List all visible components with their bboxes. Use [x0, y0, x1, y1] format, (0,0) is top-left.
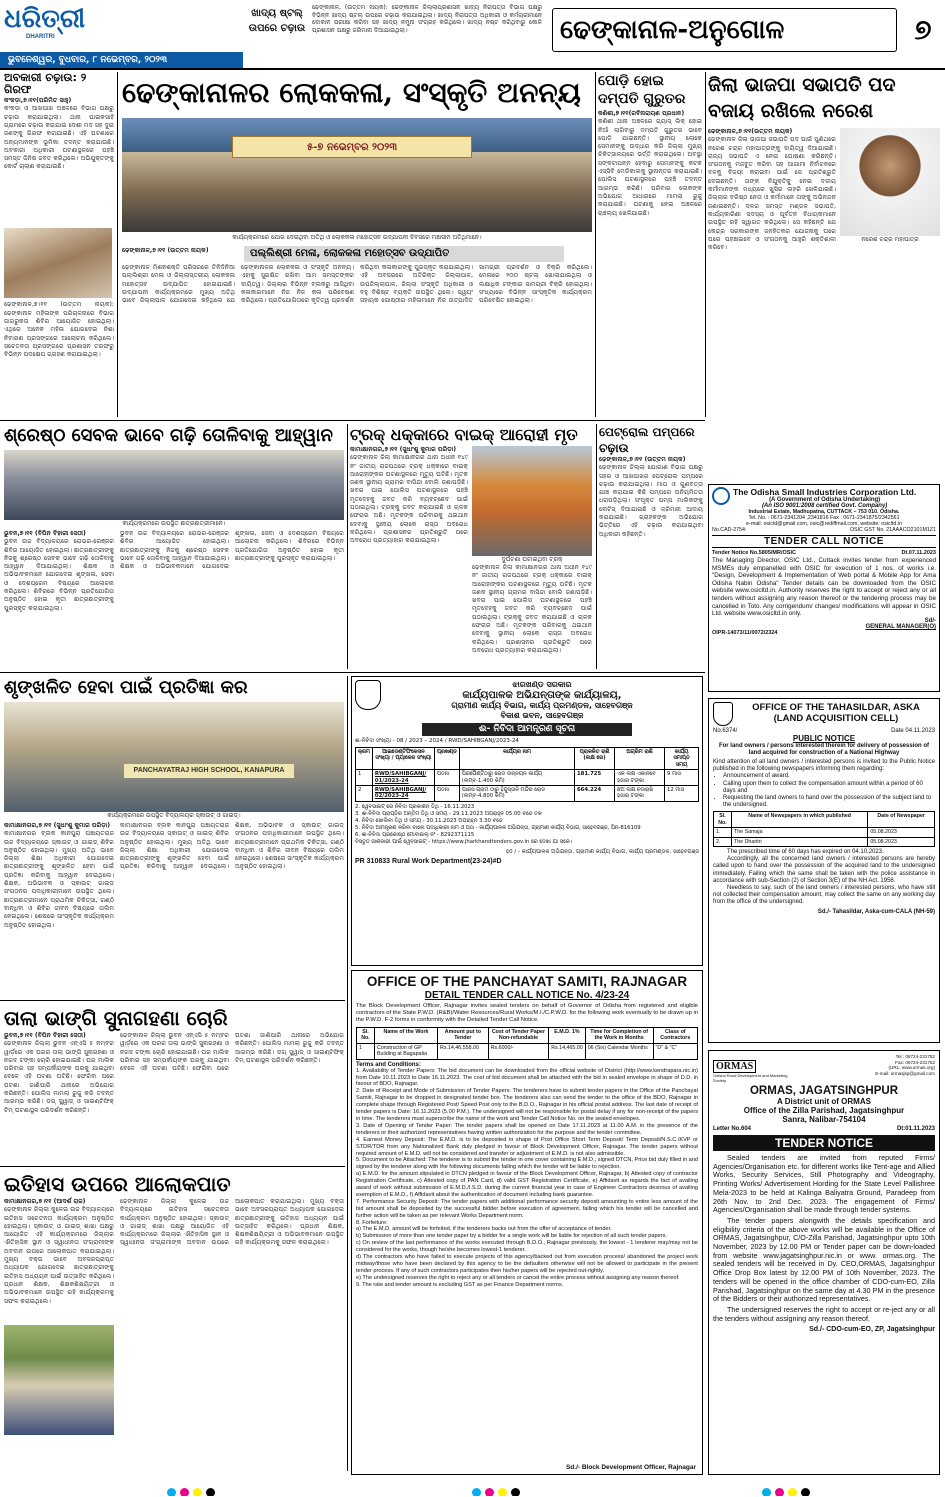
seized-liquor-photo	[4, 228, 112, 298]
ad-title: OFFICE OF THE PANCHAYAT SAMITI, RAJNAGAR	[366, 974, 688, 989]
ad-line2: କାର୍ଯ୍ୟପାଳକ ଅଭିଯନ୍ତାଙ୍କ କାର୍ଯ୍ୟାଳୟ,	[462, 690, 622, 701]
lead-subhead: ପଲ୍ଲିଶ୍ରୀ ମେଳା, ଲୋକକଳା ମହୋତ୍ସବ ଉଦ୍‌ଯାପିତ	[244, 246, 564, 262]
table-cell: RWD/SAHIBGANJ/ 02/2023-24	[372, 786, 434, 802]
header-cell: Time for Completion of the Work in Months	[585, 1028, 653, 1044]
body-text-2: ଢେଙ୍କାନାଳ,୭।୧୧ (ଉତ୍ତମ ନାୟକ): ଢେଙ୍କାନାଳ ମହିଳାଙ୍କ ପରିଚାଳନାରେ ବିଭାଗ ଜାଗରୁକତା ଶିବିର ଆୟୋଜିତ ହୋଇଥିଲା। ଏଥିରେ ଅନେକ ମହିଳା ଯୋଗଦେଇ ନିଶା ନିବାରଣ ପ୍ରସଙ୍ଗରେ ଆଲୋଚନା କରିଥିଲେ। ସଚେତନତା ପ୍ରସଙ୍ଗରେ ପ୍ରଶାସନ ତରଫରୁ ବିଭିନ୍ନ ପଦକ୍ଷେପ ଗ୍ରହଣ କରାଯାଇଥିଲା।	[4, 301, 114, 359]
body-text-cont: ଢେଙ୍କାନାଳ ଜିଲା କାମାକ୍ଷାନଗର ଥାନା ଅଧୀନ ୧୪୯ ନଂ ଜାତୀୟ ରାଜପଥରେ ଟ୍ରକ୍ ଧକ୍କାରେ ବାଇକ୍ ଆରୋହୀଙ୍କର ଘଟଣାସ୍ଥଳରେ ମୃତ୍ୟୁ ଘଟିଛି। ମୃତକ ଜଣକ ସ୍ଥାନୀୟ ଗ୍ରାମର ବାସିନ୍ଦା ବୋଲି ଜଣାପଡ଼ିଛି। ଖବର ପାଇ ପୋଲିସ ଘଟଣାସ୍ଥଳରେ ପହଞ୍ଚି ମୃତଦେହକୁ ଜବତ କରି ବ୍ୟବଚ୍ଛେଦ ପାଇଁ ପଠାଇଥିଲା। ଟ୍ରକ୍‌କୁ ଜବତ କରାଯାଇଛି ଓ ଚାଳକ ଫେରାର ଅଛି। ମୃତକଙ୍କ ପରିବାରକୁ ଥଇଥାନ ଦେବାକୁ ସ୍ଥାନୀୟ ଲୋକେ ରାସ୍ତା ଅବରୋଧ କରିଥିଲେ। ପ୍ରଶାସନର ପ୍ରତିଶ୍ରୁତି ପରେ ଅବରୋଧ ପ୍ରତ୍ୟାହାର କରାଯାଇଥିଲା।	[472, 564, 592, 654]
ad-title: ORMAS, JAGATSINGHPUR	[749, 1085, 899, 1097]
table-cell: 1	[357, 1043, 375, 1059]
ad-line4: ବିକାଶ ଭବନ, ସାହେବଗଞ୍ଜ	[500, 711, 584, 720]
term: 1. Availability of Tender Papers: The bid document can be downloaded from the official website of District (http://www.kendrapara.nic.in) from Date 10.11.2023 to Date 16.11.2023. The cost of bid document shall be attached with the bid in sealed envelope in shape of D.D. in favour of BDO, Rajnagar.	[356, 1067, 698, 1088]
header-cell: Sl. No.	[714, 812, 732, 828]
headline: ପୋଡ଼ି ହୋଇ ଦମ୍ପତି ଗୁରୁତର	[598, 73, 686, 107]
school-photo	[4, 702, 344, 812]
osic-notice-date: Dt.07.11.2023	[901, 550, 936, 556]
ad-title-2: (LAND ACQUISITION CELL)	[773, 713, 899, 724]
masthead	[0, 0, 945, 70]
ormas-tender-ad	[708, 1050, 940, 1475]
portrait-caption: ନରେଶ ଚନ୍ଦ୍ର ମହାପାତ୍ର	[861, 236, 919, 243]
table-cell: "D" & "C"	[653, 1043, 697, 1059]
ad-pr: PR 310833 Rural Work Department(23-24)#D	[355, 857, 502, 865]
table-cell: ପିରପୈଣ୍ଟିଠାରୁ ରୋଡ ଉନ୍ନୟନ କାର୍ଯ୍ୟ (ଲମ୍ବ-1.400 କିମି)	[459, 770, 574, 786]
lead-photo	[122, 118, 592, 232]
ad-subtitle: DETAIL TENDER CALL NOTICE No. 4/23-24	[424, 990, 630, 1001]
terms-title: Terms and Conditions:	[356, 1061, 421, 1068]
header-cell: E.M.D. 1%	[549, 1028, 586, 1044]
color-mark-group	[760, 1482, 812, 1496]
panchayat-samiti-tender-ad	[351, 970, 703, 1475]
table-cell: RWD/SAHIBGANJ/ 01/2023-24	[372, 770, 434, 786]
headline: ଅବକାରୀ ଚଢ଼ାଉ: ୨ ଗିରଫ	[4, 72, 87, 96]
letter-no: Letter No.604	[713, 1126, 752, 1132]
section-rule	[0, 672, 705, 673]
column-rule	[596, 424, 597, 669]
osic-sign: Sd/-	[924, 617, 936, 624]
header-cell: Amount put to Tender	[438, 1028, 489, 1044]
group-photo	[4, 1325, 114, 1435]
table-row	[357, 1043, 698, 1059]
color-mark	[498, 1488, 507, 1496]
public-notice-sub: For land owners / persons interested therein for delivery of possession of land acquired for construction of a National Highway	[718, 743, 930, 756]
term: 5. Document to be Attached: The tenderer is to submit the tender in one cover containing E.M.D., signed DTCN, Price bid duly filled in and signed by the tenderer along with the following documents failing which the tender will be liable to rejection.	[356, 1157, 698, 1171]
table-row	[714, 837, 935, 846]
color-mark	[775, 1488, 784, 1496]
notice-no: No.6374/	[713, 728, 738, 734]
term: c) On review of the last performance of the works executed through B.D.O., Rajnagar previously, the lowest - 1 tenderer may/may not be considered for the works, though he/she becomes lowest-1 tenderer.	[356, 1240, 698, 1254]
table-cell: ପତନା	[434, 770, 459, 786]
terms-list	[356, 1068, 698, 1289]
ad-sign: Sd./- Block Development Officer, Rajnagar	[565, 1464, 696, 1471]
right-story-bjp	[708, 72, 942, 417]
table-cell: 05.08.2023	[868, 828, 935, 837]
teaser-text: ଢେଙ୍କାନାଳ, (ଉତ୍ତମ ନାୟକ): ଢେଙ୍କାନାଳ ଜିଲ୍ଲାପ୍ରଶାସନ ଖାଦ୍ୟ ନିରାପତ୍ତା ବିଭାଗ ପକ୍ଷରୁ ବିଭିନ୍ନ ଖାଦ୍ୟ ଷ୍ଟଲ୍ ଉପରେ ଚଢ଼ାଉ କରାଯାଇଥିଲା। ଖାଦ୍ୟ ନିରାପତ୍ତା ଅଧିକାରୀ ଓ କର୍ମଚାରୀମାନେ ଦୋକାନ ପରୀକ୍ଷା କରିବା ସହ ଖାଦ୍ୟ ନମୁନା ସଂଗ୍ରହ କରିଥିଲେ। ଖାଦ୍ୟ ନଷ୍ଟ କରିଥିବାରୁ କୋଳି ପ୍ରଶାସନ ପକ୍ଷରୁ ଜରିମାନା ଦିଆଯାଇଥିଲା।	[312, 4, 542, 34]
body-text-cont: ଢେଙ୍କାନାଳ ଜିଲ୍ଲା କୁଳେଇ ଉଚ୍ଚ ବିଦ୍ୟାଳୟରେ ଇତିହାସ ସଚେତନତା କାର୍ଯ୍ୟକ୍ରମ ଅନୁଷ୍ଠିତ ହୋଇଥିଲା। ସ୍କାଉଟ୍ ଓ ଗାଇଡ୍ ଶାଖା ପକ୍ଷରୁ ଆୟୋଜିତ ଏହି କାର୍ଯ୍ୟକ୍ରମରେ ଜିଲ୍ଲାର ଐତିହାସିକ ସ୍ଥାନ ଓ ସ୍ୱାଧୀନତା ସଂଗ୍ରାମୀଙ୍କ ଅବଦାନ ଉପରେ ଆଲୋକପାତ କରାଯାଇଥିଲା। ମୁଖ୍ୟ ବକ୍ତା ଭାବେ ଅବସରପ୍ରାପ୍ତ ଅଧ୍ୟାପକ ଯୋଗଦେଇ ଛାତ୍ରଛାତ୍ରୀଙ୍କୁ ଇତିହାସ ଅଧ୍ୟୟନ ପାଇଁ ଉତ୍ସାହିତ କରିଥିଲେ। ପ୍ରଧାନ ଶିକ୍ଷକ, ଶିକ୍ଷକଶିକ୍ଷୟିତ୍ରୀ ଓ ଅଭିଭାବକମାନେ ଉପସ୍ଥିତ ରହି କାର୍ଯ୍ୟକ୍ରମକୁ ସଫଳ କରାଇଥିଲେ।	[120, 1198, 344, 1247]
note: 3. ଈ-ନିବିଦା ପ୍ରାପ୍ତିର ଅନ୍ତିମ ତିଥି ଓ ସମୟ - 29.11.2023 ଅପରାହ୍ନ 05.00 ବଜେ ତକ	[355, 810, 542, 817]
bullet-item: • Calling upon them to collect the compensation amount within a period of 60 days and	[723, 781, 935, 795]
dateline: କାମାକ୍ଷାନଗର,୭।୧୧ (ଆଦର୍ଶ ରାଜ)	[4, 1198, 86, 1205]
ad-sub1: A District unit of ORMAS	[777, 1097, 871, 1106]
ad-banner: TENDER NOTICE	[713, 1135, 935, 1151]
truck-caption: ଦୁର୍ଘଟଣା ଘଟାଇଥିବା ଟ୍ରକ୍	[501, 556, 563, 563]
truck-photo	[472, 446, 592, 556]
note: 2. ୱେବସାଇଟ୍ ରେ ନିବିଦା ପ୍ରକାଶନ ତିଥି - 16.11.2023	[355, 803, 475, 810]
table-cell: ଛଅ ଲକ୍ଷ ଚଉରାଖି ହଜାର ଟଙ୍କା	[615, 786, 665, 802]
dateline: କଂକଡ଼ା,୭।୧୧(ପରିମିତ ସାହୁ)	[4, 97, 72, 105]
body-text: କଣିଶୀ ଥାନା ଅଞ୍ଚଳରେ ଗ୍ୟାସ୍ ଲିକ୍ ହୋଇ ନିଆଁ ଲାଗିବାରୁ ଦମ୍ପତି ଗୁରୁତର ଭାବେ ପୋଡ଼ି ଯାଇଛନ୍ତି। ସ୍ଥାନୀୟ ଲୋକେ ସେମାନଙ୍କୁ ଉଦ୍ଧାର କରି ଜିଲ୍ଲା ମୁଖ୍ୟ ଚିକିତ୍ସାଳୟରେ ଭର୍ତ୍ତି କରାଇଥିଲେ। ଅବସ୍ଥା ସଙ୍କଟାପନ୍ନ ହେବାରୁ ସେମାନଙ୍କୁ କଟକ ଏସ୍‌ସିବି ମେଡିକାଲକୁ ସ୍ଥାନାନ୍ତର କରାଯାଇଛି। ପୋଲିସ ଘଟଣାସ୍ଥଳରେ ପହଞ୍ଚି ତଦନ୍ତ ଆରମ୍ଭ କରିଛି। ପରିବାର ଲୋକଙ୍କ ଅଭିଯୋଗ ଆଧାରରେ ମାମଲା ରୁଜୁ କରାଯାଇଛି। ଘଟଣାକୁ ନେଇ ଅଞ୍ଚଳରେ ଚାଞ୍ଚଲ୍ୟ ଖେଳିଯାଇଛି।	[598, 118, 702, 217]
logo-text: ଧରିତ୍ରୀ	[4, 4, 86, 34]
headline: ଜିଲା ଭାଜପା ସଭାପତି ପଦ ବଜାୟ ରଖିଲେ ନରେଶ	[708, 74, 896, 122]
lead-body: ଢେଙ୍କାନାଳ ମିଶନଶକ୍ତି ପରିସରରେ ତିନିଦିନିଆ ପଲ୍ଲିଶ୍ରୀ ମେଳା ଓ ଜିଲ୍ଲାସ୍ତରୀୟ ଲୋକକଳା ମହୋତ୍ସବ ଉଦ୍‌ଯାପିତ ହୋଇଯାଇଛି। ଉଦ୍‌ଯାପନୀ କାର୍ଯ୍ୟକ୍ରମରେ ମୁଖ୍ୟ ଅତିଥି ଭାବେ ଜିଲ୍ଲାପାଳ ଯୋଗଦେଇ କହିଥିଲେ ଯେ ଢେଙ୍କାନାଳର ଲୋକକଳା ଓ ସଂସ୍କୃତି ଅନନ୍ୟ। ଏହାକୁ ସୁରକ୍ଷିତ ରଖିବା ଆମ ସମସ୍ତଙ୍କର ଦାୟିତ୍ୱ। ଜିଲ୍ଲାର ବିଭିନ୍ନ ବ୍ଲକରୁ ଆସିଥିବା କଳାକାରମାନେ ନିଜ ନିଜ କଳା ପରିବେଷଣ କରିଥିଲେ। ପ୍ରତିଯୋଗିତାରେ କୃତିତ୍ୱ ପ୍ରଦର୍ଶନ କରିଥିବା କଳାକାରଙ୍କୁ ପୁରସ୍କୃତ କରାଯାଇଥିଲା। ଏହି ଅବସରରେ ଅତିରିକ୍ତ ଜିଲ୍ଲାପାଳ, ଉପଜିଲ୍ଲାପାଳ, ଜିଲ୍ଲା ସଂସ୍କୃତି ଅଧିକାରୀ ଓ ବହୁ ବିଶିଷ୍ଟ ବ୍ୟକ୍ତି ଉପସ୍ଥିତ ଥିଲେ। ସ୍ୱୟଂ ସହାୟକ ଗୋଷ୍ଠୀର ମହିଳାମାନେ ନିଜ ଉତ୍ପାଦିତ ସାମଗ୍ରୀ ପ୍ରଦର୍ଶନ ଓ ବିକ୍ରି କରିଥିଲେ। ମେଳାରେ ୨୦୦ ଷ୍ଟଲ୍ ଖୋଲାଯାଇଥିଲା ଓ ଲକ୍ଷାଧିକ ଟଙ୍କାର ସାମଗ୍ରୀ ବିକ୍ରି ହୋଇଥିଲା। ସଂଧ୍ୟାରେ ବିଭିନ୍ନ ସାଂସ୍କୃତିକ କାର୍ଯ୍ୟକ୍ରମ ପରିବେଷିତ ହୋଇଥିଲା।	[122, 264, 592, 305]
body-text: ଢେଙ୍କାନାଳ ଜିଲ୍ଲା ଭୁବନ ଏନ୍‌ଏସି ୫ ନମ୍ବର ୱାର୍ଡ଼ରେ ଏକ ଘରର ତାଲା ଭାଙ୍ଗି ସୁନାଗହଣା ଓ ନଗଦ ଟଙ୍କା ଚୋରି ହୋଇଯାଇଛି। ଘର ମାଲିକ ପରିବାର ସହ ସମ୍ପର୍କୀୟଙ୍କ ଘରକୁ ଯାଇଥିବା ବେଳେ ଏହି ଘଟଣା ଘଟିଛି। ଫେରିବା ପରେ ଘଟଣା ଜାଣିପାରି ଥାନାରେ ଅଭିଯୋଗ କରିଛନ୍ତି। ପୋଲିସ ମାମଲା ରୁଜୁ କରି ତଦନ୍ତ ଆରମ୍ଭ କରିଛି। ଡଗ୍ ସ୍କ୍ୱାଡ୍ ଓ ସାଇଣ୍ଟିଫିକ୍ ଟିମ୍ ଘଟଣାସ୍ଥଳ ପରିଦର୍ଶନ କରିଛନ୍ତି।	[4, 1040, 114, 1114]
odisha-emblem-icon	[713, 702, 733, 726]
tender-table	[355, 747, 699, 802]
osic-notice-no: Tender Notice No.5805/MR/OSIC	[712, 550, 796, 556]
dateline: କଣିଶୀ,୭।୧୧(ରବିନାରାୟଣ ପ୍ରଧାନ)	[598, 110, 685, 117]
term: 3. Date of Opening of Tender Paper: The tender papers shall be opened on Date 17.11.2023 at 11.00 A.M. in the presence of the tenderers or their authorized representatives having written authorization for the purpose and the tender committee.	[356, 1122, 698, 1136]
table-cell: Rs.14,46,558.00	[438, 1043, 489, 1059]
ad-line1: ଝାରଖଣ୍ଡ ସରକାର	[512, 680, 572, 689]
aska-public-notice-ad	[708, 698, 940, 1043]
work-table	[356, 1027, 698, 1060]
lead-headline: ଢେଙ୍କାନାଳର ଲୋକକଳା, ସଂସ୍କୃତି ଅନନ୍ୟ	[122, 76, 581, 109]
header-cell: କ୍ରମ	[356, 748, 373, 770]
lead-dateline: ଢେଙ୍କାନାଳ,୭।୧୧ (ଉତ୍ତମ ନାୟକ)	[122, 247, 209, 254]
letter-date: Dt:01.11.2023	[896, 1126, 935, 1132]
dateline: କାମାକ୍ଷାନଗର,୭।୧୧ (ସୁଧାଂଶୁ କୁମାର ପରିଡ଼ା)	[350, 446, 457, 453]
ad-p2: The tender papers alongwith the details specification and eligibility criteria of the above works will be available in the Office of ORMAS, Jagatsinghpur, C/O-Zilla Parishad, Jagatsinghpur upto 10th November, 2023 by 12.00 PM or Tender paper can be down-loaded from website www.jagatsinghpur.nic.in or www. ormas.org. The sealed tenders will be received in Dy. CEO,ORMAS, Jagatsinghpur Office Drop Box latest by 12.00 PM of 10th November, 2023. The tenders will be opened in the office chamber of CDO-cum-EO, Zilla Parishad, Jagatsinghpur on the same day at 4.30 PM in the presence of the Bidders or their authorized representatives.	[713, 1215, 935, 1304]
newspaper-logo	[4, 4, 104, 44]
left-story-excise	[4, 72, 114, 422]
table-header-row	[357, 1028, 698, 1044]
section-title: ଢେଙ୍କାନାଳ-ଅନୁଗୋଳ	[560, 15, 785, 45]
note: 5. ନିବିଦା ଆମନ୍ତ୍ରଣ କରିବା ବାଲେ ପଦାଧିକାରୀ ନାମ ଓ ପତା - କାର୍ଯ୍ୟପାଳକ ଅଭିଯନ୍ତା, ଗ୍ରାମୀଣ କାର୍ଯ୍ୟ ବିଭାଗ, ସାହେବଗଞ୍ଜ, ପିନ-816109	[355, 824, 641, 831]
body-text: କଂକଡ଼ା ଓ ଆଖପାଖ ଅଞ୍ଚଳରେ ବିଭାଗ ପକ୍ଷରୁ ଚଢ଼ାଉ କରାଯାଇଥିଲା। ଥାନା ପାଇକସାହି ଗ୍ରାମରେ ଚଢ଼ାଉ କରାଯାଇ ଦେଶୀ ମଦ ସହ ଦୁଇ ଜଣଙ୍କୁ ଗିରଫ କରାଯାଇଛି। ଏହି ଘଟଣାରେ ଅନ୍ୟମାନଙ୍କ ଭୂମିକା ତଦନ୍ତ କରାଯାଉଛି। ଅବକାରୀ ଅଧିକାରୀ ଘଟଣାସ୍ଥଳରେ ପହଞ୍ଚି ସମସ୍ତ ଜିନିଷ ଜବତ କରିଥିଲେ। ଅଭିଯୁକ୍ତଙ୍କୁ କୋର୍ଟ ଚାଲାଣ କରାଯାଇଛି।	[4, 105, 114, 171]
ad-sign: Sd./- Tahasildar, Aska-cum-CALA (NH-59)	[817, 908, 935, 915]
osic-gst: OSIC GST No. 21AAACO2101M1Z1	[849, 527, 936, 533]
ad-intro: The Block Development Officer, Rajnagar invites sealed tenders on behalf of Governor of Odisha from registered and eligible contractors of the State P.W.D. (R&B)/Water Resources/Rural Works/M.I./C.P.W.D. for the following work eventually to be drawn up in the P.W.D. F-2 forms in conformity with the Detailed Tender Call Notice.	[356, 1003, 698, 1023]
ad-ref: ଈ-ନିବିଦା ସଂଖ୍ୟା - 08 / 2023 – 2024 / RWD/SAHIBGANJ/2023-24	[355, 738, 519, 744]
term: 8. Forfeiture:	[356, 1219, 388, 1226]
color-mark	[472, 1488, 481, 1496]
table-row	[356, 770, 699, 786]
color-mark	[511, 1488, 520, 1496]
ad-title: ଈ- ନିବିଦା ଆମନ୍ତ୍ରଣ ସୂଚନା	[422, 723, 632, 736]
dateline: ଢେଙ୍କାନାଳ,୭।୧୧ (ଉତ୍ତମ ନାୟକ)	[599, 456, 686, 463]
table-header-row	[356, 748, 699, 770]
body-text: କାମାକ୍ଷାନଗର ବ୍ଲକ କାନପୁରା ପଞ୍ଚାୟତରାଜ ଉଚ୍ଚ ବିଦ୍ୟାଳୟରେ ସ୍କାଉଟ୍ ଓ ଗାଇଡ୍ ଶିବିର ଅନୁଷ୍ଠିତ ହୋଇଥିଲା। ମୁଖ୍ୟ ଅତିଥି ଭାବେ ଜିଲ୍ଲା ଶିକ୍ଷା ଅଧିକାରୀ ଯୋଗଦେଇ ଛାତ୍ରଛାତ୍ରୀଙ୍କୁ ଶୃଙ୍ଖଳିତ ହେବା ପାଇଁ ପ୍ରତିଜ୍ଞା କରିବାକୁ ଆହ୍ୱାନ ଦେଇଥିଲେ। ଶିକ୍ଷକ, ଅଭିଭାବକ ଓ ସ୍କାଉଟ୍ ଗାଇଡ୍ ସଂଗଠନର ପଦାଧିକାରୀମାନେ ଉପସ୍ଥିତ ଥିଲେ। ଛାତ୍ରଛାତ୍ରୀମାନେ ପ୍ରାଥମିକ ଚିକିତ୍ସା, ଗଣ୍ଠି ବାନ୍ଧିବା ଓ ଶିବିର ଜୀବନ ବିଷୟରେ ତାଲିମ ନେଇଥିଲେ। ଶେଷରେ ସାଂସ୍କୃତିକ କାର୍ଯ୍ୟକ୍ରମ ଅନୁଷ୍ଠିତ ହୋଇଥିଲା।	[4, 830, 114, 929]
header-cell: Sl. No.	[357, 1028, 375, 1044]
section-rule	[0, 1166, 345, 1167]
color-mark-group	[470, 1482, 522, 1496]
header-cell: ଆଇଡେଣ୍ଟିଫିକେସନ ସଂଖ୍ୟା / ପ୍ୟାକେଜ ସଂଖ୍ୟା	[372, 748, 434, 770]
headline: ଶ୍ରେଷ୍ଠ ସେବକ ଭାବେ ଗଢ଼ି ତୋଳିବାକୁ ଆହ୍ୱାନ	[4, 425, 333, 446]
ormas-logo-sub: Odisha Rural Development and Marketing Society	[713, 1073, 788, 1083]
body-text: ଢେଙ୍କାନାଳ ଜିଲ୍ଲା କୁଳେଇ ଉଚ୍ଚ ବିଦ୍ୟାଳୟରେ ଇତିହାସ ସଚେତନତା କାର୍ଯ୍ୟକ୍ରମ ଅନୁଷ୍ଠିତ ହୋଇଥିଲା। ସ୍କାଉଟ୍ ଓ ଗାଇଡ୍ ଶାଖା ପକ୍ଷରୁ ଆୟୋଜିତ ଏହି କାର୍ଯ୍ୟକ୍ରମରେ ଜିଲ୍ଲାର ଐତିହାସିକ ସ୍ଥାନ ଓ ସ୍ୱାଧୀନତା ସଂଗ୍ରାମୀଙ୍କ ଅବଦାନ ଉପରେ ଆଲୋକପାତ କରାଯାଇଥିଲା। ମୁଖ୍ୟ ବକ୍ତା ଭାବେ ଅବସରପ୍ରାପ୍ତ ଅଧ୍ୟାପକ ଯୋଗଦେଇ ଛାତ୍ରଛାତ୍ରୀଙ୍କୁ ଇତିହାସ ଅଧ୍ୟୟନ ପାଇଁ ଉତ୍ସାହିତ କରିଥିଲେ। ପ୍ରଧାନ ଶିକ୍ଷକ, ଶିକ୍ଷକଶିକ୍ଷୟିତ୍ରୀ ଓ ଅଭିଭାବକମାନେ ଉପସ୍ଥିତ ରହି କାର୍ଯ୍ୟକ୍ରମକୁ ସଫଳ କରାଇଥିଲେ।	[4, 1206, 114, 1305]
dateline: କାମାକ୍ଷାନଗର,୭।୧୧ (ସୁଧାଂଶୁ କୁମାର ପରିଡ଼ା)	[4, 822, 111, 829]
headline: ଶୃଙ୍ଖଳିତ ହେବା ପାଇଁ ପ୍ରତିଜ୍ଞା କର	[4, 677, 248, 698]
notice-date: Date 04.11.2023	[891, 728, 935, 734]
notice-p3: Needless to say, such of the land owners / interested persons, who have still not collected their compensation amount, may collect the same on any working day from the office of the undersigned.	[713, 885, 935, 906]
logo-sub: DHARITRI	[26, 34, 55, 40]
term: 9. The rate and tender amount is excluding GST as per Finance Department norms.	[356, 1281, 564, 1288]
date-line: ଭୁବନେଶ୍ୱର, ବୁଧବାର, ୮ ନଭେମ୍ବର, ୨୦୨୩	[0, 52, 243, 68]
ad-sub3: Sanra, Nalibar-754104	[782, 1115, 866, 1124]
ad-p1: Sealed tenders are invited from reputed Firms/ Agencies/Organisation etc. for different works like Tent-age and Allied Works, Security Services, Still Photography and Videography, Printing Works/ Advertisement Hording for the State Level Pallishree Mela-2023 to be held at Kalinga Baliyatra Ground, Paradeep from 26th Nov. to 2nd Dec. 2023. The engagement of Firms/ Agencies/Organisation shall be made through tender systems.	[713, 1153, 935, 1215]
ad-p3: The undersigned reserves the right to accept or re-ject any or all the tenders without assigning any reason thereof.	[713, 1304, 935, 1323]
body-text-cont: ଭୁବନ ଉଚ୍ଚ ବିଦ୍ୟାଳୟରେ ରୋଭର-ରେଞ୍ଜର ଶିବିର ଆୟୋଜିତ ହୋଇଥିଲା। ଛାତ୍ରଛାତ୍ରୀଙ୍କୁ ନିଜକୁ ଶ୍ରେଷ୍ଠ ସେବକ ଭାବେ ଗଢ଼ି ତୋଳିବାକୁ ଆହ୍ୱାନ ଦିଆଯାଇଥିଲା। ଶିକ୍ଷକ ଓ ଅଭିଭାବକମାନେ ଯୋଗଦେଇ ଶୃଙ୍ଖଳା, ସେବା ଓ ଦେଶପ୍ରେମ ବିଷୟରେ ଆଲୋଚନା କରିଥିଲେ। ଶିବିରରେ ବିଭିନ୍ନ ପ୍ରତିଯୋଗିତା ଅନୁଷ୍ଠିତ ହୋଇ କୃତୀ ଛାତ୍ରଛାତ୍ରୀଙ୍କୁ ପୁରସ୍କୃତ କରାଯାଇଥିଲା।	[120, 530, 344, 571]
notice-intro: Kind attention of all land owners / interested persons is invited to the Public Notice published in the following newspapers informing them regarding:	[713, 759, 935, 773]
note: 4. ନିବିଦା ଖୋଲିବା ତିଥି ଓ ସମୟ - 30.11.2023 ଅପରାହ୍ନ 3.30 ବଜେ	[355, 817, 503, 824]
newspaper-table	[713, 811, 935, 847]
term: 4. Earnest Money Deposit: The E.M.D. is to be deposited in shape of Post Office Short Term Deposit/ Term Deposit/N.S.C./KVP or STDR/TDR from any Nationalized Bank duly pledged in favour of Block Development Officer, Rajnagar. The tender papers without required amount of E.M.D. will not be considered and transfer or adjustment of E.M.D. is not also admissible.	[356, 1136, 698, 1157]
column-rule	[347, 676, 348, 1471]
osic-sign-title: GENERAL MANAGER(O)	[865, 623, 936, 630]
osic-logo-icon	[712, 487, 730, 505]
table-cell: 181.725	[575, 770, 615, 786]
ad-title: OFFICE OF THE TAHASILDAR, ASKA	[752, 702, 920, 713]
osic-mail: e-mail: osictd@gmail.com, osic@rediffmail.com, website: osicltd.in	[746, 521, 902, 527]
term: 2. Date of Receipt and Mode of Submission of Tender Papers: The tenderers have to submit tender papers in the Office of the Panchayat Samiti, Rajnagar to be dropped in designated tender box. The tenderers also can send the tender to the office of the BDO, Rajnagar in complete shape through Registered Post/ Speed Post only to the B.D.O., Rajnagar in his official postal address. The last date of receipt of tender papers is Date: 16.11.2023 (5.00 P.M.). The undersigned will not be responsible for postal delay if any for non-receipt of the papers in time. The tenderers must superscribe the name of the work and Tender Call Notice No. on the sealed envelopes.	[356, 1088, 698, 1122]
ormas-contact: Tel.: 06724-231752 Fax: 06724-231752 (URL: www.ormas.org) E-mail: ormasjsp@gmail.com	[875, 1054, 935, 1076]
column-rule	[705, 72, 706, 417]
term: e) The undersigned reserves the right to reject any or all tenders or cancel the entire process without assigning any reason thereof.	[356, 1274, 680, 1281]
term: b) Submission of more than one tender paper by a bidder for a single work will be liable for rejection of all such tender papers.	[356, 1233, 667, 1240]
photo-caption: କାର୍ଯ୍ୟକ୍ରମରେ ଉପସ୍ଥିତ ଛାତ୍ରଛାତ୍ରୀମାନେ।	[122, 520, 226, 527]
body-text-cont: କାମାକ୍ଷାନଗର ବ୍ଲକ କାନପୁରା ପଞ୍ଚାୟତରାଜ ଉଚ୍ଚ ବିଦ୍ୟାଳୟରେ ସ୍କାଉଟ୍ ଓ ଗାଇଡ୍ ଶିବିର ଅନୁଷ୍ଠିତ ହୋଇଥିଲା। ମୁଖ୍ୟ ଅତିଥି ଭାବେ ଜିଲ୍ଲା ଶିକ୍ଷା ଅଧିକାରୀ ଯୋଗଦେଇ ଛାତ୍ରଛାତ୍ରୀଙ୍କୁ ଶୃଙ୍ଖଳିତ ହେବା ପାଇଁ ପ୍ରତିଜ୍ଞା କରିବାକୁ ଆହ୍ୱାନ ଦେଇଥିଲେ। ଶିକ୍ଷକ, ଅଭିଭାବକ ଓ ସ୍କାଉଟ୍ ଗାଇଡ୍ ସଂଗଠନର ପଦାଧିକାରୀମାନେ ଉପସ୍ଥିତ ଥିଲେ। ଛାତ୍ରଛାତ୍ରୀମାନେ ପ୍ରାଥମିକ ଚିକିତ୍ସା, ଗଣ୍ଠି ବାନ୍ଧିବା ଓ ଶିବିର ଜୀବନ ବିଷୟରେ ତାଲିମ ନେଇଥିଲେ। ଶେଷରେ ସାଂସ୍କୃତିକ କାର୍ଯ୍ୟକ୍ରମ ଅନୁଷ୍ଠିତ ହୋଇଥିଲା।	[120, 822, 344, 871]
students-photo	[4, 450, 344, 520]
column-rule	[117, 72, 118, 417]
column-rule	[347, 424, 348, 669]
table-cell: ପାରସ ଗ୍ରାମ ଠାରୁ ହିନ୍ଦୁସ୍ତାନି ମନ୍ଦିର ରୋଡ (ଲମ୍ବ-4.800 କିମି)	[459, 786, 574, 802]
dateline: ଭୁବନ,୭।୧୧ (ବିପିନ ବିହାରୀ ସେଠୀ)	[4, 1032, 86, 1039]
ad-sub2: Office of the Zilla Parishad, Jagatsinghpur	[743, 1106, 905, 1115]
teaser-title: ଖାଦ୍ୟ ଷ୍ଟଲ୍ ଉପରେ ଚଢ଼ାଉ	[248, 8, 306, 34]
table-cell: 9 ମାସ	[665, 770, 699, 786]
header-cell: କାର୍ଯ୍ୟ ସମାପ୍ତ ସମୟ	[665, 748, 699, 770]
photo-caption: କାର୍ଯ୍ୟକ୍ରମରେ ଉପସ୍ଥିତ ବିଦ୍ୟାଳୟର ସ୍କାଉଟ୍ ଓ ଗାଇଡ୍।	[107, 812, 241, 819]
ad-sign: ହ0 / - କାର୍ଯ୍ୟପାଳକ ଅଭିଯନ୍ତା, ଗ୍ରାମୀଣ କାର୍ଯ୍ୟ ବିଭାଗ, କାର୍ଯ୍ୟ ପ୍ରମଣ୍ଡଳ, ସାହେବଗଞ୍ଜ	[505, 848, 699, 855]
table-cell: Construction of GP Building at Bagapatia	[375, 1043, 438, 1059]
table-cell: 1.	[714, 828, 732, 837]
column-rule	[595, 72, 596, 417]
table-cell: 2	[356, 786, 373, 802]
dateline: ଢେଙ୍କାନାଳ,୭।୧୧(ଉତ୍ତମ ନାୟକ)	[708, 128, 793, 135]
osic-cad: No.CAD-2754:	[712, 527, 747, 533]
dateline: ଭୁବନ,୭।୧୧ (ବିପିନ ବିହାରୀ ସେଠୀ)	[4, 530, 86, 537]
color-mark	[762, 1488, 771, 1496]
osic-sub2: (An ISO 9001:2008 certified Govt. Company)	[761, 503, 888, 509]
table-cell: 06 (Six) Calendar Months	[585, 1043, 653, 1059]
story-petrol-pump	[599, 424, 703, 669]
table-row	[714, 828, 935, 837]
table-cell: ଏକ ଲକ୍ଷ ଏକାନବେ ହଜାର ଟଙ୍କା	[615, 770, 665, 786]
body-text: ଢେଙ୍କାନାଳ ଜିଲା ଭାଜପା ସଭାପତି ପଦ ପାଇଁ ପୁଣିଥରେ ନରେଶ ଚନ୍ଦ୍ର ମହାପାତ୍ରଙ୍କୁ ଦାୟିତ୍ୱ ଦିଆଯାଇଛି। ରାଜ୍ୟ ସଭାପତି ଏ ନେଇ ଘୋଷଣା କରିଛନ୍ତି। ସଂଗଠନକୁ ମଜବୁତ କରିବା ସହ ଆଗାମୀ ନିର୍ବାଚନରେ ଦଳକୁ ବିଜୟୀ କରାଇବା ପାଇଁ ସେ ପ୍ରତିଶ୍ରୁତି ଦେଇଛନ୍ତି। ତାଙ୍କ ନିଯୁକ୍ତିକୁ ନେଇ ଦଳୀୟ କର୍ମୀମାନଙ୍କ ମଧ୍ୟରେ ଖୁସିର ଲହରି ଖେଳିଯାଇଛି। ଜିଲ୍ଲାର ବରିଷ୍ଠ ନେତା ଓ କର୍ମୀମାନେ ତାଙ୍କୁ ଅଭିନନ୍ଦନ ଜଣାଇଛନ୍ତି। ଦଳର ସମସ୍ତ ମଣ୍ଡଳ ସଭାପତି, କାର୍ଯ୍ୟକାରିଣୀ ସଦସ୍ୟ ଓ ପୂର୍ବତନ ବିଧାୟକମାନେ ଉପସ୍ଥିତ ରହି ସ୍ୱାଗତ କରିଥିଲେ। ସେ କହିଛନ୍ତି ଯେ କେନ୍ଦ୍ର ସରକାରଙ୍କ ଜନହିତକର ଯୋଜନାକୁ ଘରେ ଘରେ ପହଞ୍ଚାଇବେ ଓ ସଂଗଠନକୁ ଆହୁରି ଶକ୍ତିଶାଳୀ କରିବେ।	[708, 136, 836, 252]
ormas-logo: ORMAS	[713, 1060, 756, 1073]
color-mark-group	[165, 1482, 217, 1496]
term: a) E.M.D. for the amount stipulated in DTCN pledged in favour of the Block Development Officer, Rajnagar, b) Attested copy of contractor Registration Certificate, c) Attested copy of PAN Card, d) valid GST Registration Certificate, e) Affidavit as regards the fact of availing award of work without submission of E.M.D./I.S.D. during the current financial year in case of Engineer Contractors desirous of availing exemption of E.M.D., f) Affidavit about the authentication of document including bank guarantee.	[356, 1171, 698, 1198]
story-truck-accident	[350, 424, 594, 669]
table-cell: 664.224	[575, 786, 615, 802]
header-cell: Class of Contractors	[653, 1028, 697, 1044]
table-cell: Rs.6000/-	[488, 1043, 548, 1059]
table-cell: Rs.14,465.00	[549, 1043, 586, 1059]
jharkhand-tender-ad	[351, 676, 703, 966]
lead-photo-caption: କାର୍ଯ୍ୟକ୍ରମରେ ଯୋଗ ଦେଇଥିବା ଅତିଥି ଓ ଲୋକକଳା ମହୋତ୍ସବ ଉଦ୍‌ଯାପନୀ ଦିବସରେ ମଞ୍ଚାସୀନ ଅତିଥିମାନେ।	[232, 234, 482, 241]
ad-sign: Sd./- CDO-cum-EO, ZP, Jagatsinghpur	[809, 1326, 935, 1334]
masthead-rule	[0, 68, 945, 70]
table-cell: 05.08.2023	[868, 837, 935, 846]
public-notice-title: PUBLIC NOTICE	[792, 734, 856, 743]
table-cell: The Dharitri	[732, 837, 868, 846]
ad-line3: ଗ୍ରାମୀଣ କାର୍ଯ୍ୟ ବିଭାଗ, କାର୍ଯ୍ୟ ପ୍ରମଣ୍ଡଳ, ସାହେବଗଞ୍ଜ	[451, 701, 633, 710]
table-cell: ପତନା	[434, 786, 459, 802]
osic-sub1: (A Government of Odisha Undertaking)	[769, 497, 881, 503]
term: d) The contractors who have failed to execute projects of this agency/backed out from execution process/ abandoned the project work midway/those who have been declared by this agency to be the defaulters otherwise will not be allowed to participate in the present tender process. If any of such contractors participates then his/her papers will be rejected out-rightly.	[356, 1254, 698, 1274]
govt-emblem-icon	[355, 680, 381, 710]
body-text: ଭୁବନ ଉଚ୍ଚ ବିଦ୍ୟାଳୟରେ ରୋଭର-ରେଞ୍ଜର ଶିବିର ଆୟୋଜିତ ହୋଇଥିଲା। ଛାତ୍ରଛାତ୍ରୀଙ୍କୁ ନିଜକୁ ଶ୍ରେଷ୍ଠ ସେବକ ଭାବେ ଗଢ଼ି ତୋଳିବାକୁ ଆହ୍ୱାନ ଦିଆଯାଇଥିଲା। ଶିକ୍ଷକ ଓ ଅଭିଭାବକମାନେ ଯୋଗଦେଇ ଶୃଙ୍ଖଳା, ସେବା ଓ ଦେଶପ୍ରେମ ବିଷୟରେ ଆଲୋଚନା କରିଥିଲେ। ଶିବିରରେ ବିଭିନ୍ନ ପ୍ରତିଯୋଗିତା ଅନୁଷ୍ଠିତ ହୋଇ କୃତୀ ଛାତ୍ରଛାତ୍ରୀଙ୍କୁ ପୁରସ୍କୃତ କରାଯାଇଥିଲା।	[4, 538, 114, 612]
body-text-cont: ଢେଙ୍କାନାଳ ଜିଲ୍ଲା ଭୁବନ ଏନ୍‌ଏସି ୫ ନମ୍ବର ୱାର୍ଡ଼ରେ ଏକ ଘରର ତାଲା ଭାଙ୍ଗି ସୁନାଗହଣା ଓ ନଗଦ ଟଙ୍କା ଚୋରି ହୋଇଯାଇଛି। ଘର ମାଲିକ ପରିବାର ସହ ସମ୍ପର୍କୀୟଙ୍କ ଘରକୁ ଯାଇଥିବା ବେଳେ ଏହି ଘଟଣା ଘଟିଛି। ଫେରିବା ପରେ ଘଟଣା ଜାଣିପାରି ଥାନାରେ ଅଭିଯୋଗ କରିଛନ୍ତି। ପୋଲିସ ମାମଲା ରୁଜୁ କରି ତଦନ୍ତ ଆରମ୍ଭ କରିଛି। ଡଗ୍ ସ୍କ୍ୱାଡ୍ ଓ ସାଇଣ୍ଟିଫିକ୍ ଟିମ୍ ଘଟଣାସ୍ଥଳ ପରିଦର୍ଶନ କରିଛନ୍ତି।	[120, 1032, 344, 1073]
page-number: ୭	[914, 13, 932, 46]
color-mark	[180, 1488, 189, 1496]
osic-tender-ad	[708, 484, 940, 692]
header-cell: କାର୍ଯ୍ୟର ନାମ	[459, 748, 574, 770]
headline: ପେଟ୍ରୋଲ ପମ୍ପରେ ଚଢ଼ାଉ	[599, 425, 695, 455]
table-header-row	[714, 812, 935, 828]
story-discipline	[4, 676, 344, 998]
header-cell: ପ୍ରାକଳିତ ରାଶି (ଲକ୍ଷ ରେ)	[575, 748, 615, 770]
color-mark	[788, 1488, 797, 1496]
osic-body: The Managing Director, OSIC Ltd., Cuttack invites tender from experienced MSMEs duly empanelled with OSIC for execution of 1 nos. of works i.e. "Design, Development & Implementation of Web portal & Mobile App for Ama Odisha Nabin Odisha" Tender details can be downloaded from the OSIC website www.osicltd.in. Authority reserves the right to accept or reject any or all tenders without assigning any reason thereof or the tendering process may be cancelled in Toto. Any corrigendum/ changes/ modifications will appear in OSIC Ltd. website www.osicltd.in only.	[712, 557, 936, 618]
term: a) The E.M.D. amount will be forfeited, if the tenderers backs out from the offer of acceptance of tender.	[356, 1226, 612, 1233]
note: ବିସ୍ତୃତ ଜାଣକାରୀ ପାଇଁ ୱେବସାଇଟ୍ - https://www.jharkhandtenders.gov.in ରେ ଦେଖା ଯା ସକେ।	[355, 838, 573, 845]
color-mark	[485, 1488, 494, 1496]
header-cell: ଅଗ୍ରିମ ରାଶି	[615, 748, 665, 770]
osic-banner: TENDER CALL NOTICE	[712, 535, 936, 548]
bullet-item: • Announcement of award.	[723, 773, 935, 780]
mid-story-burn	[598, 72, 702, 417]
osic-address: Industrial Estate, Madhupatna, CUTTACK – 753 010. Odisha.	[748, 509, 900, 515]
table-cell: 12 ମାସ	[665, 786, 699, 802]
osic-name: The Odisha Small Industries Corporation Ltd.	[733, 487, 917, 497]
table-row	[356, 786, 699, 802]
osic-oipr: OIPR-14073/11/0072/2324	[712, 629, 778, 636]
header-cell: Date of Newspaper	[868, 812, 935, 828]
body-text: ଢେଙ୍କାନାଳ ଜିଲା କାମାକ୍ଷାନଗର ଥାନା ଅଧୀନ ୧୪୯ ନଂ ଜାତୀୟ ରାଜପଥରେ ଟ୍ରକ୍ ଧକ୍କାରେ ବାଇକ୍ ଆରୋହୀଙ୍କର ଘଟଣାସ୍ଥଳରେ ମୃତ୍ୟୁ ଘଟିଛି। ମୃତକ ଜଣକ ସ୍ଥାନୀୟ ଗ୍ରାମର ବାସିନ୍ଦା ବୋଲି ଜଣାପଡ଼ିଛି। ଖବର ପାଇ ପୋଲିସ ଘଟଣାସ୍ଥଳରେ ପହଞ୍ଚି ମୃତଦେହକୁ ଜବତ କରି ବ୍ୟବଚ୍ଛେଦ ପାଇଁ ପଠାଇଥିଲା। ଟ୍ରକ୍‌କୁ ଜବତ କରାଯାଇଛି ଓ ଚାଳକ ଫେରାର ଅଛି। ମୃତକଙ୍କ ପରିବାରକୁ ଥଇଥାନ ଦେବାକୁ ସ୍ଥାନୀୟ ଲୋକେ ରାସ୍ତା ଅବରୋଧ କରିଥିଲେ। ପ୍ରଶାସନର ପ୍ରତିଶ୍ରୁତି ପରେ ଅବରୋଧ ପ୍ରତ୍ୟାହାର କରାଯାଇଥିଲା।	[350, 454, 468, 545]
table-cell: The Samaja	[732, 828, 868, 837]
notice-p1: The prescribed time of 60 days has expired on 04.10.2023.	[727, 849, 884, 856]
osic-tel: Tel. No. : 0671-2341204 ,2341816 Fax : 0671-2341875/2342561	[748, 515, 900, 521]
headline: ଇତିହାସ ଉପରେ ଆଲୋକପାତ	[4, 1172, 231, 1196]
registration-marks	[0, 1478, 945, 1496]
color-mark	[206, 1488, 215, 1496]
header-cell: Name of the Work	[375, 1028, 438, 1044]
header-cell: Cost of Tender Paper Non-refundable	[488, 1028, 548, 1044]
school-banner: PANCHAYATRAJ HIGH SCHOOL, KANAPURA	[124, 764, 294, 778]
color-mark	[193, 1488, 202, 1496]
note: 6. ଈ-ନିବିଦା ପ୍ରକୋଷ୍ଠ ମୋବାଇଲ୍ ନଂ - 8292371115	[355, 831, 475, 838]
portrait-photo	[840, 128, 940, 236]
section-rule	[0, 1000, 345, 1001]
section-rule	[0, 420, 705, 421]
color-mark	[801, 1488, 810, 1496]
bullet-item: • Requesting the land owners to hand over the possession of the subject land to the undersigned.	[723, 795, 935, 809]
table-cell: 2.	[714, 837, 732, 846]
header-cell: Name of Newspapers in which published	[732, 812, 868, 828]
term: 7. Performance Security Deposit: The tender papers with additional performance security deposit amounting to entire less amount of the bid amount shall be deposited by the successful bidder before execution of agreement, failing which his tender will be cancelled and further action will be taken as per relevant Works Department norm.	[356, 1198, 698, 1219]
table-cell: 1	[356, 770, 373, 786]
notice-p2: Accordingly, all the concerned land owners / interested persons are hereby called upon to hand over the possession of the acquired land to the undersigned immediately. Failing which the same shall be taken with the police assistance in accordance with sub-Section (2) of Section 3(E) of the NH Act. 1956.	[713, 856, 935, 884]
color-mark	[167, 1488, 176, 1496]
body-text: ଢେଙ୍କାନାଳ ଜିଲ୍ଲା ଯୋଗାଣ ବିଭାଗ ପକ୍ଷରୁ ସହର ଓ ଆଖପାଖର ପେଟ୍ରୋଲ ପମ୍ପରେ ଚଢ଼ାଉ କରାଯାଇଥିଲା। ମାପ ଓ ଗୁଣବତ୍ତା ଯାଞ୍ଚ କରାଯାଇ କିଛି ପମ୍ପରେ ଅନିୟମିତତା ଧରାପଡ଼ିଥିଲା। ସଂପୃକ୍ତ ପମ୍ପ ମାଲିକଙ୍କୁ ନୋଟିସ୍ ଦିଆଯାଇଛି ଓ ଜରିମାନା ଆଦାୟ କରାଯାଇଛି। ଗ୍ରାହକଙ୍କ ଅଭିଯୋଗ ଭିତ୍ତିରେ ଏହି ଚଢ଼ାଉ କରାଯାଇଥିବା ଅଧିକାରୀ କହିଛନ୍ତି।	[599, 464, 703, 538]
event-banner: ୫-୭ ନଭେମ୍ବର ୨୦୨୩	[232, 136, 472, 158]
headline: ଟ୍ରକ୍ ଧକ୍କାରେ ବାଇକ୍ ଆରୋହୀ ମୃତ	[350, 425, 578, 444]
story-best-servant	[4, 424, 344, 669]
story-theft	[4, 1004, 344, 1164]
header-cell: ପ୍ରଖଣ୍ଡ	[434, 748, 459, 770]
story-history	[4, 1170, 344, 1470]
headline: ତାଲା ଭାଙ୍ଗି ସୁନାଗହଣା ଚୋରି	[4, 1006, 228, 1030]
